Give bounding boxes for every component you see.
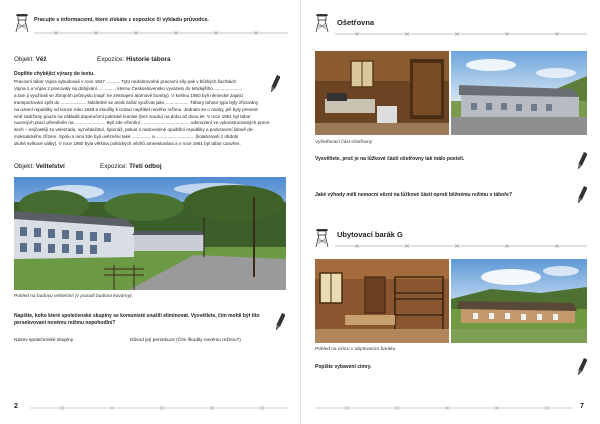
text-line: Pracovní tábor Vojna vybudovali v roce 1947 ........... Tyto nedobrovolné pracovní síly pak v blízkých šachtách [14, 79, 237, 84]
text-line: mokratického zřízení. Spolu s nimi zde byli uvězněni také ............... a .............................. (kolaboranti z období [14, 134, 239, 140]
page-number: 7 [580, 403, 584, 410]
object2-row [14, 163, 65, 170]
photo-caption: Pohled na budovu velitelství (v pozadí budova kovárny). [14, 294, 133, 299]
barbed-wire-divider [315, 405, 573, 411]
barrack-building-photo [451, 259, 587, 343]
pencil-icon [270, 74, 280, 94]
task-text: Jaké výhody měli nemocní vězni na lůžkové části oproti běžnému režimu v táboře? [315, 192, 513, 198]
task-text: Popište vybavení cimry. [315, 364, 372, 370]
instruction-text: Pracujte s informacemi, které získáte z expozice či výkladu průvodce. [34, 17, 209, 23]
page-number: 2 [14, 403, 18, 410]
text-line: transportováni zpět do .................... Následně se areál začal využívat jako .................. Tábory tohoto typu byly zřizovány [14, 99, 259, 105]
object-label: Objekt: [14, 56, 34, 63]
exposition1-row [97, 56, 171, 63]
text-line: sech – nejčastěji za velezradu, vyzvědačství, špionáž, pokus o nedovolené opuštění republiky a podvracení lidově de- [14, 127, 254, 133]
right-page [300, 0, 600, 424]
text-line: a tam ji využívali ve zbrojním průmyslu (např. ke zestrojení atomové bomby). V květnu 1950 byli německé zajatci [14, 92, 244, 98]
exposition-label: Expozice: [97, 56, 125, 63]
text-line: na území republiky od konce roku 1948 a sloužily k izolaci nepřátel nového režimu. Jednalo se o osoby, jež byly prevent- [14, 106, 260, 112]
object-value: Věž [35, 56, 47, 63]
text-line: druhé světové války). V roce 1960 byla většina politických vězňů amnestována a v roce 1961 byl tábor uzavřen. [14, 141, 241, 147]
photo-caption: Vyšetřovací část ošetřovny [315, 140, 373, 145]
pencil-icon [577, 357, 587, 377]
exposition-value: Třetí odboj [129, 163, 162, 170]
text-line: ivně zadrženy pouze na základě doporučení politické komise (bez soudu) na dobu až dvou let. V roce 1951 byl tábor [14, 113, 251, 119]
column-left-header: Název společenské skupiny [14, 338, 74, 343]
text-line: Vojna 1 a Vojna 2 pracovaly na dobývání ............ , kterou Československo vyvázelo do tehdejšího ...................... [14, 85, 243, 91]
task1-paragraph [14, 79, 286, 148]
task2-text: Napište, koho které společenské skupiny se komunisté snažili eliminovat. Vysvětlete, čím mohli být tito persekvovaní novému režimu nepohodlní? [14, 313, 260, 326]
text-line: nucených prací přeměněn na ........................ Byli zde vězněni ...................................... odsouzení ve vykonstruovaných proce- [14, 120, 271, 126]
watchtower-icon [14, 11, 30, 33]
barbed-wire-divider [30, 405, 288, 411]
exposition-value: Historie tábora [126, 56, 171, 63]
barbed-wire-divider [335, 243, 587, 249]
barrack-room-photo [315, 259, 449, 343]
pencil-icon [275, 312, 285, 332]
pencil-icon [577, 151, 587, 171]
object1-row [14, 56, 47, 63]
pencil-icon [577, 185, 587, 205]
barbed-wire-divider [335, 31, 587, 37]
task-text: Vysvětlete, proč je na lůžkové části ošetřovny tak málo postelí. [315, 156, 465, 162]
barbed-wire-divider [34, 30, 288, 36]
object-value: Velitelství [35, 163, 65, 170]
headquarters-photo [14, 177, 286, 290]
exposition-label: Expozice: [100, 163, 128, 170]
infirmary-interior-photo [315, 51, 449, 135]
task1-title: Doplňte chybějící výrazy do textu. [14, 71, 95, 77]
watchtower-icon [314, 226, 330, 248]
exposition2-row [100, 163, 162, 170]
section-title-barrack: Ubytovací barák G [337, 230, 403, 239]
object-label: Objekt: [14, 163, 34, 170]
watchtower-icon [314, 11, 330, 33]
column-right-header: Důvod její perzekuce (Čím škodily novému režimu?) [130, 338, 241, 343]
photo-caption: Pohled na cimru v ubytovacím baráku [315, 347, 396, 352]
section-title-infirmary: Ošetřovna [337, 18, 375, 27]
infirmary-building-photo [451, 51, 587, 135]
